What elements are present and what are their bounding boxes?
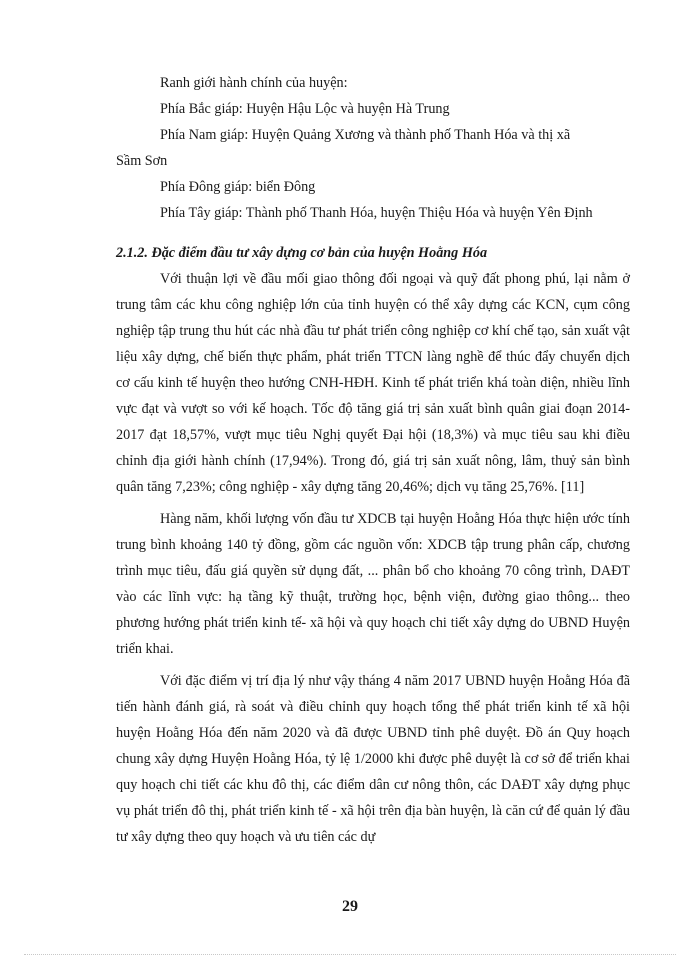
boundary-south: Phía Nam giáp: Huyện Quảng Xương và thành phố Thanh Hóa và thị xã	[160, 127, 571, 143]
paragraph-annual-capital: Hàng năm, khối lượng vốn đầu tư XDCB tại huyện Hoằng Hóa thực hiện ước tính trung bình khoảng 140 tỷ đồng, gồm các nguồn vốn: XDCB tập trung phân cấp, chương trình mục tiêu, đấu giá quyền sử dụng đất, ... phân bổ cho khoảng 70 công trình, DAĐT vào các lĩnh vực: hạ tầng kỹ thuật, trường học, bệnh viện, đường giao thông... theo phương hướng phát triển kinh tế- xã hội và quy hoạch chi tiết xây dựng do UBND Huyện triển khai.	[116, 511, 630, 657]
paragraph-investment-advantages: Với thuận lợi về đầu mối giao thông đối ngoại và quỹ đất phong phú, lại nằm ở trung tâm các khu công nghiệp lớn của tỉnh huyện có thể xây dựng các KCN, cụm công nghiệp tập trung thu hút các nhà đầu tư phát triển công nghiệp cơ khí chế tạo, sản xuất vật liệu xây dựng, chế biến thực phẩm, phát triển TTCN làng nghề để thúc đẩy chuyển dịch cơ cấu kinh tế huyện theo hướng CNH-HĐH. Kinh tế phát triển khá toàn diện, nhiều lĩnh vực đạt và vượt so với kế hoạch. Tốc độ tăng giá trị sản xuất bình quân giai đoạn 2014-2017 đạt 18,57%, vượt mục tiêu Nghị quyết Đại hội (18,3%) và mục tiêu sau khi điều chỉnh địa giới hành chính (17,94%). Trong đó, giá trị sản xuất nông, lâm, thuỷ sản bình quân tăng 7,23%; công nghiệp - xây dựng tăng 20,46%; dịch vụ tăng 25,76%. [11]	[116, 271, 630, 495]
boundary-east: Phía Đông giáp: biển Đông	[160, 179, 316, 195]
boundaries-title: Ranh giới hành chính của huyện:	[160, 75, 348, 91]
page-content	[116, 70, 630, 850]
paragraph-master-plan: Với đặc điểm vị trí địa lý như vậy tháng 4 năm 2017 UBND huyện Hoằng Hóa đã tiến hành đánh giá, rà soát và điều chỉnh quy hoạch tổng thể phát triển kinh tế xã hội huyện Hoằng Hóa đến năm 2020 và đã được UBND tỉnh phê duyệt. Đồ án Quy hoạch chung xây dựng Huyện Hoằng Hóa, tỷ lệ 1/2000 khi được phê duyệt là cơ sở để triển khai quy hoạch chi tiết các khu đô thị, các điểm dân cư nông thôn, các DAĐT xây dựng phục vụ phát triển đô thị, phát triển kinh tế - xã hội trên địa bàn huyện, là căn cứ để quản lý đầu tư xây dựng theo quy hoạch và ưu tiên các dự	[116, 673, 630, 845]
boundary-north: Phía Bắc giáp: Huyện Hậu Lộc và huyện Hà Trung	[160, 101, 450, 117]
page-number: 29	[342, 898, 358, 915]
boundary-west: Phía Tây giáp: Thành phố Thanh Hóa, huyện Thiệu Hóa và huyện Yên Định	[160, 205, 593, 221]
section-heading: 2.1.2. Đặc điểm đầu tư xây dựng cơ bản của huyện Hoằng Hóa	[116, 245, 488, 261]
page-footer-divider	[24, 954, 676, 955]
boundary-south-continued: Sầm Sơn	[116, 153, 168, 169]
